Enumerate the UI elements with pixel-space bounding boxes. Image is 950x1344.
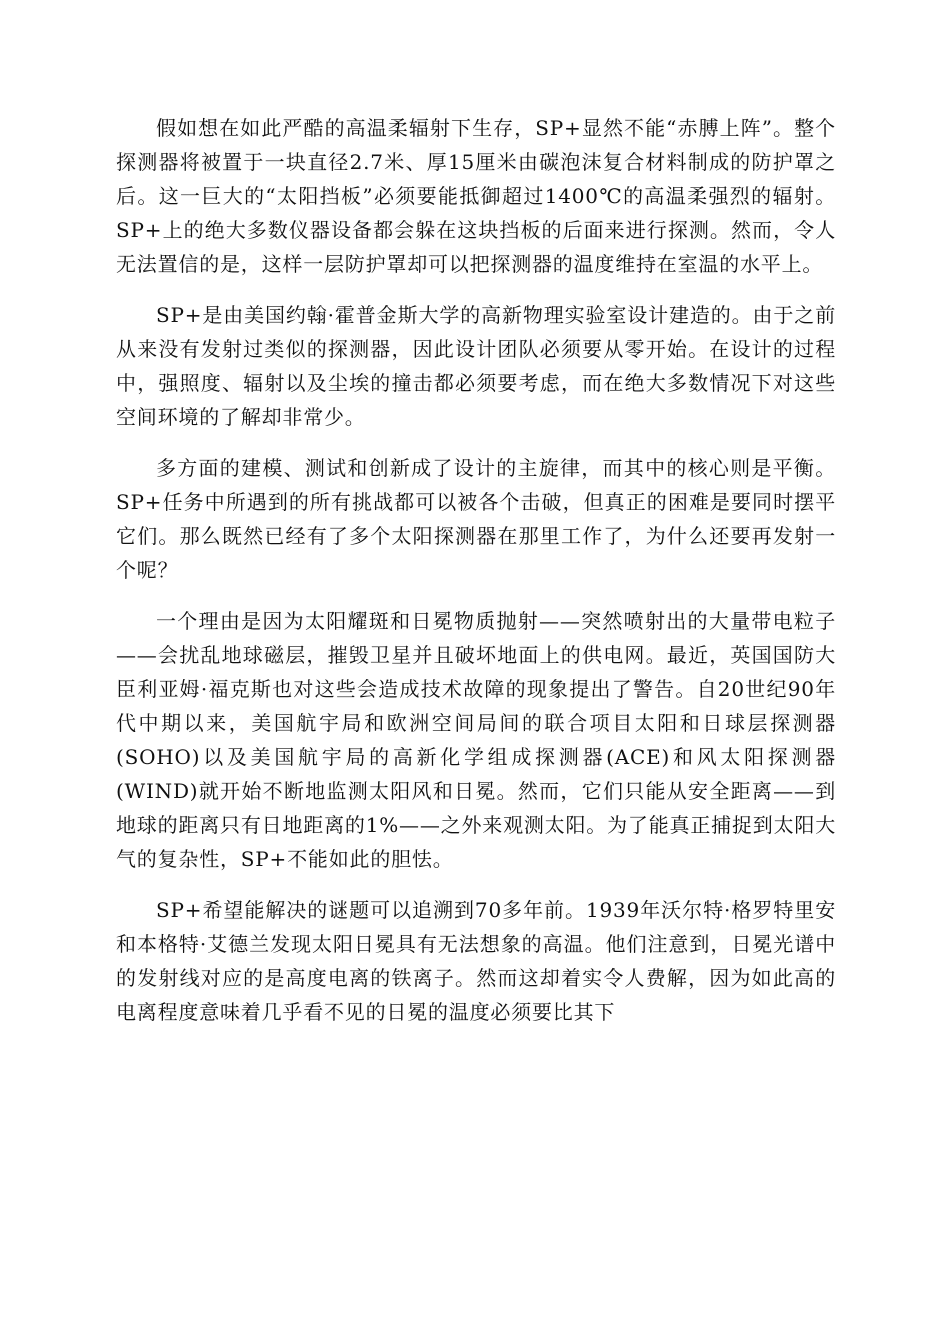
document-body xyxy=(116,111,836,1046)
paragraph-mission-reason: 一个理由是因为太阳耀斑和日冕物质抛射——突然喷射出的大量带电粒子——会扰乱地球磁层，摧毁卫星并且破坏地面上的供电网。最近，英国国防大臣利亚姆·福克斯也对这些会造成技术故障的现象提出了警告。自20世纪90年代中期以来，美国航宇局和欧洲空间局间的联合项目太阳和日球层探测器(SOHO)以及美国航宇局的高新化学组成探测器(ACE)和风太阳探测器(WIND)就开始不断地监测太阳风和日冕。然而，它们只能从安全距离——到地球的距离只有日地距离的1%——之外来观测太阳。为了能真正捕捉到太阳大气的复杂性，SP+不能如此的胆怯。 xyxy=(116,609,836,871)
paragraph-design-origin: SP+是由美国约翰·霍普金斯大学的高新物理实验室设计建造的。由于之前从来没有发射过类似的探测器，因此设计团队必须要从零开始。在设计的过程中，强照度、辐射以及尘埃的撞击都必须要考虑，而在绝大多数情况下对这些空间环境的了解却非常少。 xyxy=(116,303,836,429)
paragraph-design-balance: 多方面的建模、测试和创新成了设计的主旋律，而其中的核心则是平衡。SP+任务中所遇到的所有挑战都可以被各个击破，但真正的困难是要同时摆平它们。那么既然已经有了多个太阳探测器在那里工作了，为什么还要再发射一个呢？ xyxy=(116,456,836,582)
paragraph-solar-shield: 假如想在如此严酷的高温柔辐射下生存，SP+显然不能“赤膊上阵”。整个探测器将被置于一块直径2.7米、厚15厘米由碳泡沫复合材料制成的防护罩之后。这一巨大的“太阳挡板”必须要能抵御超过1400℃的高温柔强烈的辐射。SP+上的绝大多数仪器设备都会躲在这块挡板的后面来进行探测。然而，令人无法置信的是，这样一层防护罩却可以把探测器的温度维持在室温的水平上。 xyxy=(116,116,836,276)
paragraph-corona-mystery: SP+希望能解决的谜题可以追溯到70多年前。1939年沃尔特·格罗特里安和本格特·艾德兰发现太阳日冕具有无法想象的高温。他们注意到，日冕光谱中的发射线对应的是高度电离的铁离子。然而这却着实令人费解，因为如此高的电离程度意味着几乎看不见的日冕的温度必须要比其下 xyxy=(116,898,836,1024)
